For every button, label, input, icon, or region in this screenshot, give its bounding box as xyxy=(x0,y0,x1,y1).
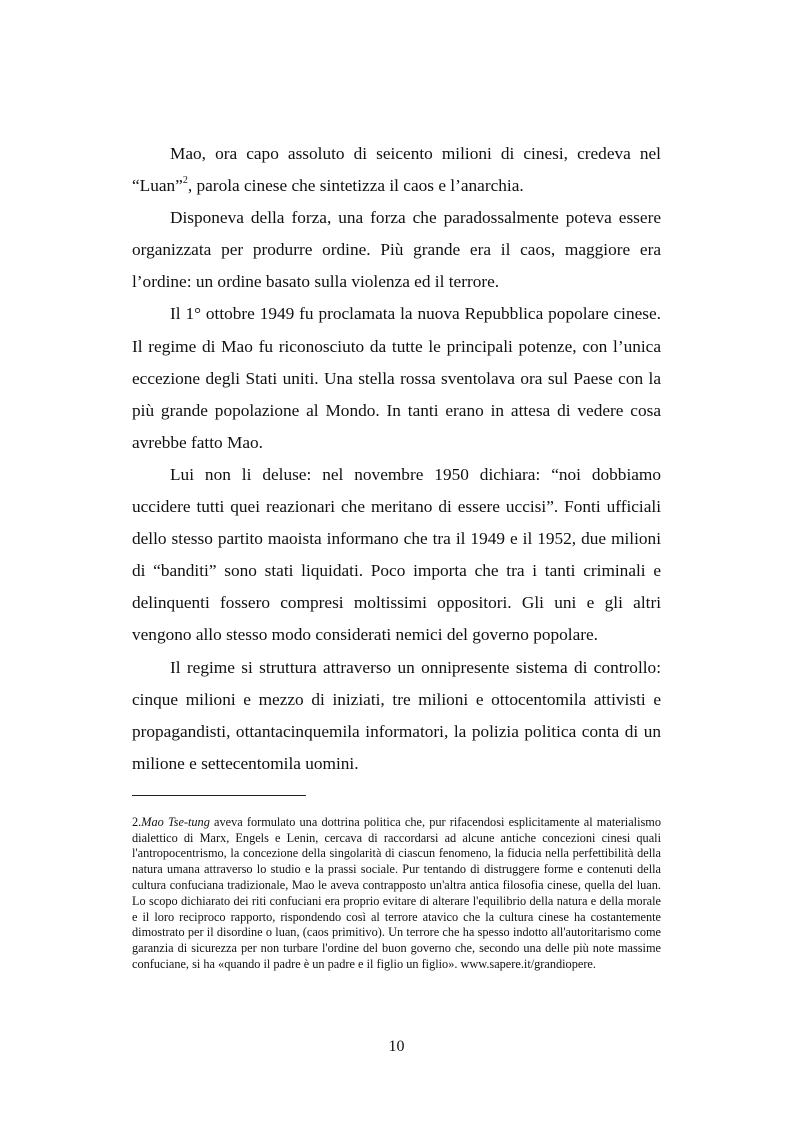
paragraph-2: Disponeva della forza, una forza che paradossalmente poteva essere organizzata per produrre ordine. Più grande era il caos, maggiore era l’ordine: un ordine basato sulla violenza ed il terrore. xyxy=(132,208,661,292)
page-body xyxy=(132,138,661,985)
footnote-number: 2. xyxy=(132,814,142,829)
page-number: 10 xyxy=(388,1038,405,1055)
paragraph-5: Il regime si struttura attraverso un onnipresente sistema di controllo: cinque milioni e mezzo di iniziati, tre milioni e ottocentomila attivisti e propagandisti, ottantacinquemila informatori, la polizia politica conta di un milione e settecentomila uomini. xyxy=(132,657,661,773)
footnote xyxy=(132,815,661,973)
footnote-italic-name: Mao Tse-tung xyxy=(141,814,210,829)
footnote-reference[interactable]: 2 xyxy=(182,175,188,187)
footnote-separator xyxy=(132,795,306,796)
paragraph-4: Lui non li deluse: nel novembre 1950 dichiara: “noi dobbiamo uccidere tutti quei reazionari che meritano di essere uccisi”. Fonti ufficiali dello stesso partito maoista informano che tra il 1949 e il 1952, due milioni di “banditi” sono stati liquidati. Poco importa che tra i tanti criminali e delinquenti fossero compresi moltissimi oppositori. Gli uni e gli altri vengono allo stesso modo considerati nemici del governo popolare. xyxy=(132,464,661,645)
paragraph-1 xyxy=(132,138,661,202)
paragraph-3: Il 1° ottobre 1949 fu proclamata la nuova Repubblica popolare cinese. Il regime di Mao fu riconosciuto da tutte le principali potenze, con l’unica eccezione degli Stati uniti. Una stella rossa sventolava ora sul Paese con la più grande popolazione al Mondo. In tanti erano in attesa di vedere cosa avrebbe fatto Mao. xyxy=(132,304,661,452)
paragraph-1-text-start: Mao, ora capo assoluto di seicento milioni di cinesi, credeva nel “Luan” xyxy=(132,144,661,196)
footnote-text: aveva formulato una dottrina politica che, pur rifacendosi esplicitamente al materialismo dialettico di Marx, Engels e Lenin, cercava di raccordarsi ad alcune antiche concezioni cinesi quali l'antropocentrismo, la concezione della singolarità di ciascun fenomeno, la fiducia nella perfettibilità della natura umana attraverso lo studio e la prassi sociale. Pur tentando di distruggere forme e contenuti della cultura confuciana tradizionale, Mao le aveva contrapposto un'altra antica filosofia cinese, quella del luan. Lo scopo dichiarato dei riti confuciani era proprio evitare di alterare l'equilibrio della natura e della morale e il loro reciproco rapporto, rispondendo così al terrore atavico che la cultura cinese ha costantemente dimostrato per il disordine o luan, (caos primitivo). Un terrore che ha spesso indotto all'autoritarismo come garanzia di sicurezza per non turbare l'ordine del buon governo che, secondo una delle più note massime confuciane, si ha «quando il padre è un padre e il figlio un figlio». www.sapere.it/grandiopere. xyxy=(132,814,661,972)
paragraph-1-text-end: , parola cinese che sintetizza il caos e l’anarchia. xyxy=(187,176,524,196)
